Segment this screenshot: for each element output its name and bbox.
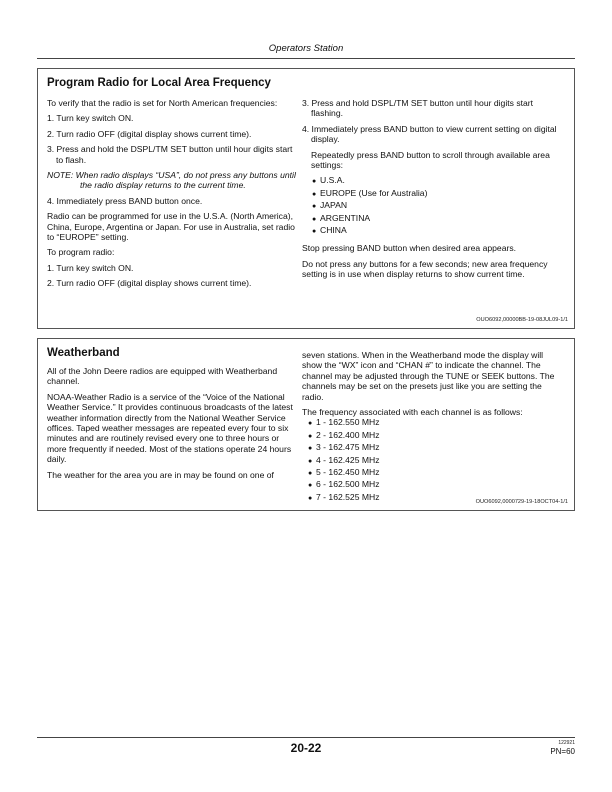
program-step-2: 2. Turn radio OFF (digital display shows current time).	[47, 278, 252, 289]
list-item: ● 3 - 162.475 MHz	[308, 442, 557, 454]
program-step-3: 3. Press and hold DSPL/TM SET button until hour digits start flashing.	[302, 98, 534, 119]
running-head: Operators Station	[268, 43, 344, 54]
page-number: 20-22	[290, 741, 322, 755]
region-paragraph: Radio can be programmed for use in the U.S.A. (North America), China, Europe, Argentina or Japan. For use in Australia, set radio to “EUROPE” setting.	[47, 211, 295, 243]
list-item: ● U.S.A.	[312, 175, 557, 187]
frequency-intro: The frequency associated with each channel is as follows:	[302, 407, 523, 418]
step-3: 3. Press and hold the DSPL/TM SET button until hour digits start to flash.	[47, 144, 293, 165]
program-step-1: 1. Turn key switch ON.	[47, 262, 134, 273]
step-4: 4. Immediately press BAND button once.	[47, 195, 203, 206]
reference-code: OUO6092,0000729-19-18OCT04-1/1	[475, 499, 568, 505]
list-item: ● EUROPE (Use for Australia)	[312, 188, 557, 200]
footer-date: 122921	[558, 740, 575, 746]
list-item: ● 6 - 162.500 MHz	[308, 479, 557, 491]
list-item: ● 7 - 162.525 MHz	[308, 492, 557, 504]
noaa-paragraph: NOAA-Weather Radio is a service of the “Voice of the National Weather Service.” It provides continuous broadcasts of the latest weather information directly from the National Weather Service offices. Taped weather messages are repeated every four to six minutes and are routinely revised every one to three hours or more frequently if needed. Most of the stations operate 24 hours daily.	[47, 391, 293, 465]
section-weatherband	[37, 338, 575, 511]
list-item: ● 2 - 162.400 MHz	[308, 430, 557, 442]
left-column	[47, 98, 297, 294]
section-title: Weatherband	[47, 347, 120, 359]
section-program-radio	[37, 68, 575, 329]
right-column	[302, 350, 557, 510]
area-list	[302, 175, 557, 237]
reference-code: OUO6092,00000BB-19-08JUL09-1/1	[476, 317, 568, 323]
intro-paragraph: To verify that the radio is set for North American frequencies:	[47, 98, 278, 108]
left-column	[47, 366, 297, 485]
footer-rule	[37, 737, 575, 738]
footer-pn: PN=60	[550, 747, 575, 756]
wait-paragraph: Do not press any buttons for a few seconds; new area frequency setting is in use when display returns to show current time.	[302, 258, 548, 280]
step-2: 2. Turn radio OFF (digital display shows current time).	[47, 128, 252, 139]
program-step-4: 4. Immediately press BAND button to view current setting on digital display.	[302, 123, 557, 145]
stop-paragraph: Stop pressing BAND button when desired area appears.	[302, 243, 517, 254]
header-rule	[37, 58, 575, 59]
stations-paragraph: The weather for the area you are in may be found on one of	[47, 469, 274, 480]
list-item: ● CHINA	[312, 225, 557, 237]
weatherband-intro: All of the John Deere radios are equipped with Weatherband channel.	[47, 366, 278, 387]
list-item: ● ARGENTINA	[312, 213, 557, 225]
program-intro: To program radio:	[47, 247, 115, 258]
list-item: ● JAPAN	[312, 200, 557, 212]
stations-paragraph-cont: seven stations. When in the Weatherband mode the display will show the “WX” icon and “CHAN #” to indicate the channel. The channel may be adjusted through the TUNE or SEEK buttons. The channels may be set on the presets just like you are setting the radio.	[302, 350, 555, 402]
list-item: ● 4 - 162.425 MHz	[308, 455, 557, 467]
section-title: Program Radio for Local Area Frequency	[47, 77, 271, 89]
right-column	[302, 98, 557, 285]
step-1: 1. Turn key switch ON.	[47, 113, 134, 124]
note: NOTE: When radio displays “USA”, do not press any buttons until the radio display returns to the current time.	[47, 170, 296, 191]
list-item: ● 1 - 162.550 MHz	[308, 417, 557, 429]
channel-list	[302, 417, 557, 504]
scroll-paragraph: Repeatedly press BAND button to scroll through available area settings:	[311, 149, 550, 171]
list-item: ● 5 - 162.450 MHz	[308, 467, 557, 479]
